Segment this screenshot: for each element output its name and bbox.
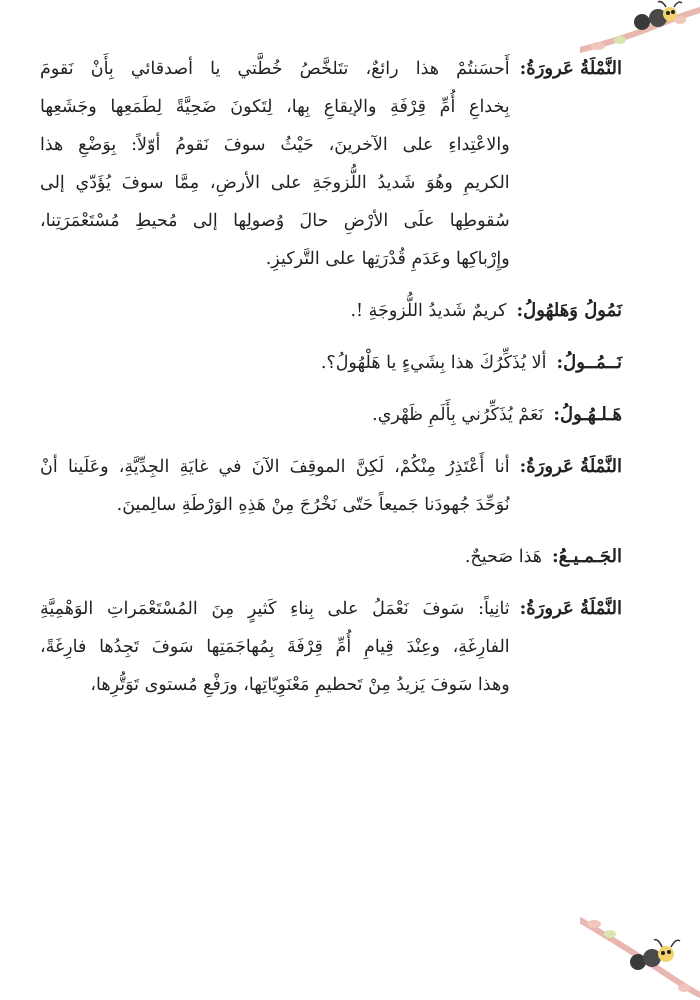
speech-block	[40, 590, 622, 704]
speech-block	[40, 344, 622, 382]
speech-line: هَذا صَحيحٌ.	[464, 547, 542, 567]
speech-block	[40, 448, 622, 524]
speech-text	[40, 590, 510, 704]
speech-line: الكريمِ وهُوَ شَديدُ اللُّزوجَةِ على الأرضِ، مِمَّا سوفَ يُؤَدّي إلى	[40, 173, 510, 193]
speech-line: كريمٌ شَديدُ اللُّزوجَةِ !.	[350, 301, 507, 321]
speech-text	[40, 344, 546, 382]
speech-block	[40, 538, 622, 576]
speech-block	[40, 396, 622, 434]
speech-line: الفارِغَةِ، وعِنْدَ قِيامِ أُمِّ قِرْفَةَ بِمُهاجَمَتِها سَوفَ تَجِدُها فارِغَةً،	[40, 637, 510, 657]
speaker-name: نَــمُــولُ:	[556, 352, 622, 373]
speech-line: أَحسَنتُمْ هذا رائعٌ، تتَلخَّصُ خُطَّتي يا أصدقائي بِأَنْ نَقومَ	[40, 59, 510, 79]
speech-block	[40, 50, 622, 278]
speech-line: سُقوطِها علَى الأرْضِ حالَ وُصولِها إلى مُحيطِ مُسْتَعْمَرَتِنا،	[40, 211, 510, 231]
speech-text	[40, 50, 510, 278]
speaker-name: النَّمْلَةُ عَرورَةُ:	[519, 598, 622, 619]
speaker-name: هَـلـهُـولُ:	[553, 404, 622, 425]
speech-text	[40, 292, 506, 330]
speaker-name: النَّمْلَةُ عَرورَةُ:	[519, 456, 622, 477]
speech-line: بِخداعِ أُمِّ قِرْفَةِ والإيقاعِ بِها، لِتَكونَ ضَحِيَّةً لِطَمَعِها وجَشَعِها	[40, 97, 510, 117]
speech-text	[40, 538, 542, 576]
speech-text	[40, 448, 510, 524]
speech-line: نُوَحِّدَ جُهودَنا جَميعاً حَتّى نَخْرُجَ مِنْ هَذِهِ الوَرْطَةِ سالِمينَ.	[116, 495, 510, 515]
speech-line: أنا أَعْتَذِرُ مِنْكُمْ، لَكِنَّ الموقِفَ الآنَ في غايَةِ الجِدِّيَّةِ، وعَلَينا أنْ	[40, 457, 510, 477]
speaker-name: الجَـمـيـعُ:	[552, 546, 622, 567]
speech-text	[40, 396, 543, 434]
speech-line: والاعْتِداءِ على الآخرينَ، حَيْثُ سوفَ نَقومُ أوّلاً: بِوَضْعِ هذا	[40, 135, 510, 155]
ant-on-branch-decoration-bottom	[580, 910, 700, 1000]
speech-line: وإِرْباكِها وعَدَمِ قُدْرَتِها على التَّركيزِ.	[265, 249, 510, 269]
speech-line: ثانِياً: سَوفَ نَعْمَلُ على بِناءِ كَثيرٍ مِنَ المُسْتَعْمَراتِ الوَهْمِيَّةِ	[40, 599, 510, 619]
speech-block	[40, 292, 622, 330]
speaker-name: نَمُولُ وَهَلهُولُ:	[516, 300, 622, 321]
speech-line: وهذا سَوفَ يَزيدُ مِنْ تَحطيمِ مَعْنَوِيّاتِها، ورَفْعِ مُستوى تَوَتُّرِها،	[90, 675, 510, 695]
speaker-name: النَّمْلَةُ عَرورَةُ:	[519, 58, 622, 79]
script-dialogue	[40, 50, 622, 718]
speech-line: نَعَمْ يُذَكِّرُني بِأَلَمِ ظَهْري.	[372, 405, 544, 425]
speech-line: ألا يُذَكِّرُكَ هذا بِشَيءٍ يا هَلْهُولُ؟.	[320, 353, 547, 373]
